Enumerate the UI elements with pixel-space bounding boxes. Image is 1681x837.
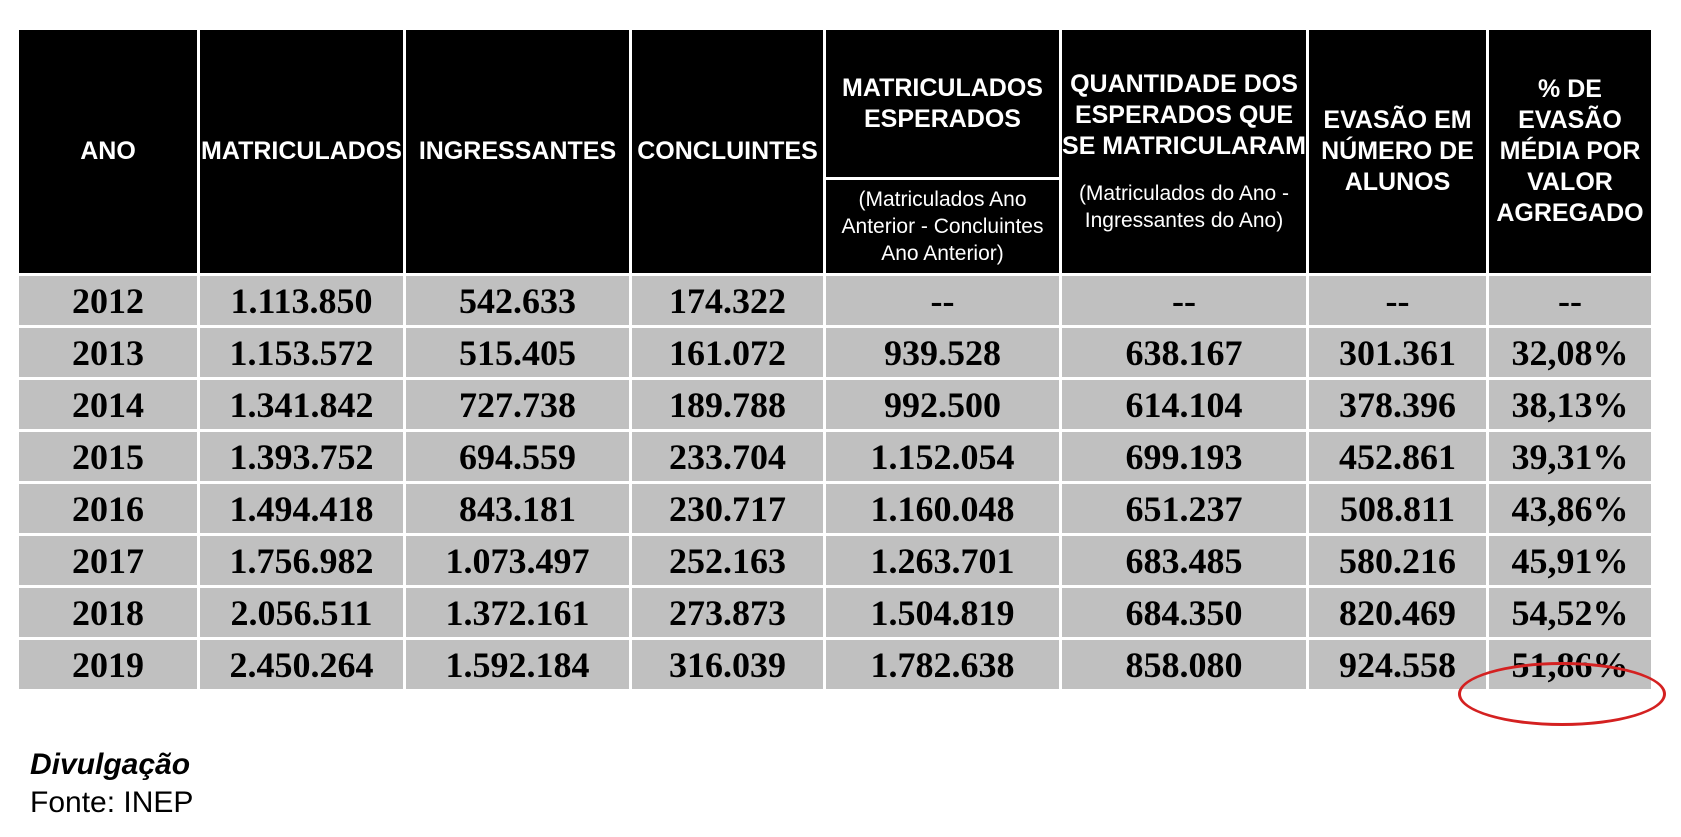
cell-concluintes: 161.072: [631, 327, 825, 379]
cell-matriculados: 1.756.982: [199, 535, 405, 587]
cell-evasao-numero: 924.558: [1308, 639, 1488, 691]
cell-matriculados-esperados: --: [825, 275, 1061, 327]
cell-evasao-numero: 301.361: [1308, 327, 1488, 379]
cell-quantidade-esperados: 683.485: [1061, 535, 1308, 587]
header-evasao-percentual: % DE EVASÃO MÉDIA POR VALOR AGREGADO: [1488, 29, 1653, 275]
header-ano: ANO: [18, 29, 199, 275]
cell-evasao-percentual: --: [1488, 275, 1653, 327]
table-row: [18, 379, 1653, 431]
cell-concluintes: 189.788: [631, 379, 825, 431]
cell-quantidade-esperados: 638.167: [1061, 327, 1308, 379]
cell-ano: 2019: [18, 639, 199, 691]
cell-ingressantes: 1.372.161: [405, 587, 631, 639]
footer-title: Divulgação: [30, 748, 191, 781]
cell-matriculados: 1.341.842: [199, 379, 405, 431]
cell-ano: 2012: [18, 275, 199, 327]
cell-ano: 2018: [18, 587, 199, 639]
header-quantidade-esperados-title: QUANTIDADE DOS ESPERADOS QUE SE MATRICULARAM: [1062, 70, 1306, 160]
cell-evasao-numero: 580.216: [1308, 535, 1488, 587]
header-quantidade-esperados: [1061, 29, 1308, 275]
cell-evasao-percentual: 39,31%: [1488, 431, 1653, 483]
cell-matriculados: 1.393.752: [199, 431, 405, 483]
table-row: [18, 275, 1653, 327]
header-matriculados: MATRICULADOS: [199, 29, 405, 275]
table-row: [18, 639, 1653, 691]
header-matriculados-esperados-note: (Matriculados Ano Anterior - Concluintes Ano Anterior): [825, 179, 1061, 275]
cell-ano: 2017: [18, 535, 199, 587]
cell-ingressantes: 515.405: [405, 327, 631, 379]
cell-ingressantes: 542.633: [405, 275, 631, 327]
header-evasao-numero: EVASÃO EM NÚMERO DE ALUNOS: [1308, 29, 1488, 275]
cell-quantidade-esperados: --: [1061, 275, 1308, 327]
evasao-table: [16, 27, 1654, 692]
cell-evasao-numero: 820.469: [1308, 587, 1488, 639]
cell-matriculados: 1.113.850: [199, 275, 405, 327]
cell-concluintes: 174.322: [631, 275, 825, 327]
cell-evasao-percentual: 54,52%: [1488, 587, 1653, 639]
cell-evasao-percentual: 45,91%: [1488, 535, 1653, 587]
cell-evasao-numero: --: [1308, 275, 1488, 327]
cell-quantidade-esperados: 699.193: [1061, 431, 1308, 483]
cell-evasao-percentual: 32,08%: [1488, 327, 1653, 379]
table-row: [18, 431, 1653, 483]
cell-matriculados: 1.494.418: [199, 483, 405, 535]
cell-ingressantes: 843.181: [405, 483, 631, 535]
cell-evasao-numero: 452.861: [1308, 431, 1488, 483]
cell-concluintes: 233.704: [631, 431, 825, 483]
cell-quantidade-esperados: 858.080: [1061, 639, 1308, 691]
table-row: [18, 535, 1653, 587]
cell-quantidade-esperados: 614.104: [1061, 379, 1308, 431]
cell-matriculados-esperados: 1.263.701: [825, 535, 1061, 587]
header-quantidade-esperados-note: (Matriculados do Ano - Ingressantes do Ano): [1078, 182, 1290, 232]
cell-ano: 2014: [18, 379, 199, 431]
header-concluintes: CONCLUINTES: [631, 29, 825, 275]
table-row: [18, 483, 1653, 535]
cell-concluintes: 316.039: [631, 639, 825, 691]
cell-concluintes: 273.873: [631, 587, 825, 639]
cell-matriculados-esperados: 939.528: [825, 327, 1061, 379]
table-row: [18, 587, 1653, 639]
cell-matriculados-esperados: 1.504.819: [825, 587, 1061, 639]
cell-matriculados: 1.153.572: [199, 327, 405, 379]
footer: [30, 746, 193, 822]
cell-matriculados: 2.056.511: [199, 587, 405, 639]
cell-matriculados-esperados: 1.160.048: [825, 483, 1061, 535]
cell-matriculados-esperados: 1.782.638: [825, 639, 1061, 691]
cell-evasao-numero: 508.811: [1308, 483, 1488, 535]
cell-evasao-numero: 378.396: [1308, 379, 1488, 431]
cell-matriculados: 2.450.264: [199, 639, 405, 691]
cell-evasao-percentual: 43,86%: [1488, 483, 1653, 535]
cell-concluintes: 230.717: [631, 483, 825, 535]
header-ingressantes: INGRESSANTES: [405, 29, 631, 275]
cell-ingressantes: 1.073.497: [405, 535, 631, 587]
header-matriculados-esperados: MATRICULADOS ESPERADOS: [825, 29, 1061, 179]
table-row: [18, 327, 1653, 379]
cell-ano: 2016: [18, 483, 199, 535]
cell-matriculados-esperados: 1.152.054: [825, 431, 1061, 483]
cell-ingressantes: 727.738: [405, 379, 631, 431]
cell-evasao-percentual: 38,13%: [1488, 379, 1653, 431]
cell-concluintes: 252.163: [631, 535, 825, 587]
cell-matriculados-esperados: 992.500: [825, 379, 1061, 431]
table-body: [18, 275, 1653, 691]
cell-ingressantes: 1.592.184: [405, 639, 631, 691]
cell-quantidade-esperados: 684.350: [1061, 587, 1308, 639]
cell-ano: 2015: [18, 431, 199, 483]
cell-quantidade-esperados: 651.237: [1061, 483, 1308, 535]
footer-source: Fonte: INEP: [30, 786, 194, 819]
cell-evasao-percentual: 51,86%: [1488, 639, 1653, 691]
cell-ingressantes: 694.559: [405, 431, 631, 483]
cell-ano: 2013: [18, 327, 199, 379]
